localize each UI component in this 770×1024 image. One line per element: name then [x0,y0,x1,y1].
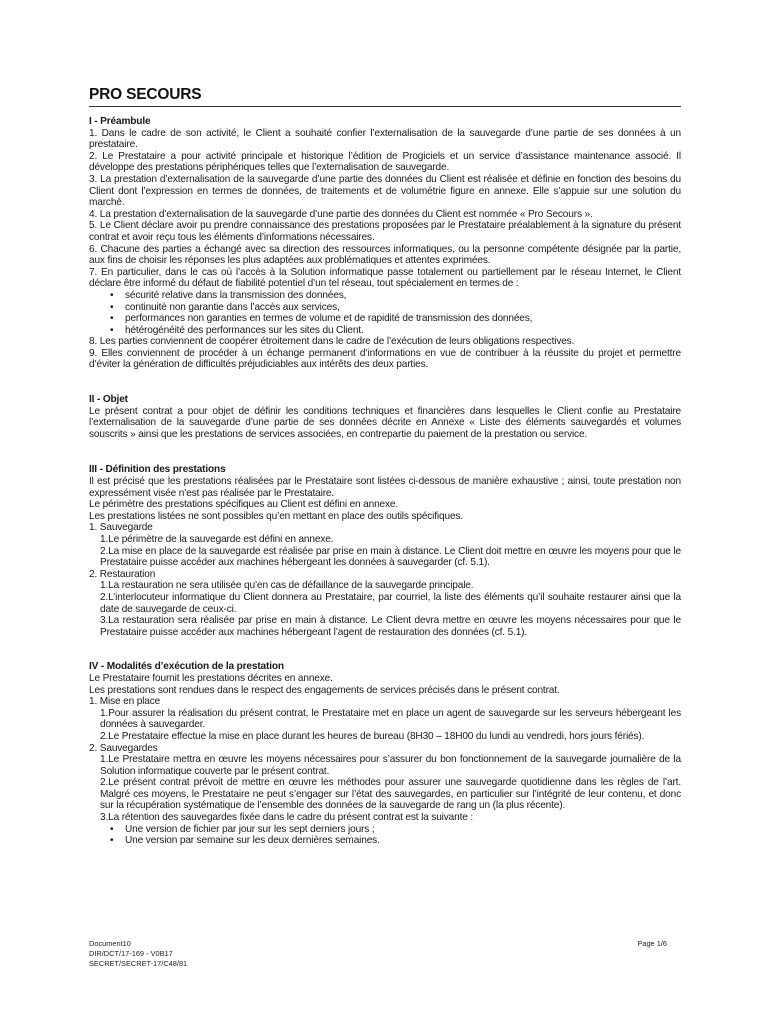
paragraph: Les prestations sont rendues dans le respect des engagements de services précisés dans le présent contrat. [89,684,560,696]
paragraph: 5. Le Client déclare avoir pu prendre connaissance des prestations proposées par le Prestataire préalablement à la signature du présent contrat et avoir reçu tous les éléments d’informations nécessaires. [89,220,681,243]
bullet-item: • sécurité relative dans la transmission des données, [89,290,681,302]
paragraph: 4. La prestation d’externalisation de la sauvegarde d’une partie des données du Client est nommée « Pro Secours ». [89,208,593,220]
sub-list-item: 3.La rétention des sauvegardes fixée dans le cadre du présent contrat est la suivante : [100,812,473,824]
paragraph: Le Prestataire fournit les prestations décrites en annexe. [89,672,333,684]
bullet-item: • performances non garanties en termes de volume et de rapidité de transmission des données, [89,313,681,325]
section-heading-preambule: I - Préambule [89,116,151,127]
sub-list-item: 1.Le Prestataire mettra en œuvre les moyens nécessaires pour s’assurer du bon fonctionnement de la sauvegarde journalière de la Solution informatique couverte par le présent contrat. [100,754,681,777]
bullet-item: • hétérogénéité des performances sur les sites du Client. [89,325,681,337]
section-heading-modalites: IV - Modalités d’exécution de la prestation [89,661,284,673]
sub-list-item: 1.Pour assurer la réalisation du présent contrat, le Prestataire met en place un agent de sauvegarde sur les serveurs hébergeant les données à sauvegarder. [100,707,681,731]
footer-page-number: Page 1/6 [637,939,667,948]
sub-list-item: 2.L’interlocuteur informatique du Client donnera au Prestataire, par courriel, la liste des éléments qu’il souhaite restaurer ainsi que la date de sauvegarde de ceux-ci. [100,591,681,615]
paragraph: 9. Elles conviennent de procéder à un échange permanent d’informations en vue de contribuer à la réussite du projet et permettre d’éviter la génération de difficultés préjudiciables aux intérêts des deux parties. [89,347,681,371]
paragraph: 2. Le Prestataire a pour activité principale et historique l’édition de Progiciels et un service d’assistance maintenance associé. Il développe des prestations périphériques telles que l’externalisation de sauvegarde. [89,150,681,174]
sub-list-item: 2.Le Prestataire effectue la mise en place durant les heures de bureau (8H30 – 18H00 du lundi au vendredi, hors jours fériés). [100,730,645,742]
list-item: 2. Sauvegardes [89,742,158,754]
bullet-item: • Une version de fichier par jour sur les sept derniers jours ; [89,824,681,836]
paragraph: Les prestations listées ne sont possibles qu’en mettant en place des outils spécifiques. [89,510,463,522]
sub-list-item: 2.Le présent contrat prévoit de mettre en œuvre les méthodes pour assurer une sauvegarde quotidienne dans les règles de l’art. Malgré ces moyens, le Prestataire ne peut s’engager sur l’état des sauvegardes, en particulier sur l’intégrité de leur contenu, et donc sur la récupération systématique de l’ensemble des données de la sauvegarde de rang un (la plus récente). [100,777,681,812]
footer-document-name: Document10 [89,939,131,948]
paragraph: 1. Dans le cadre de son activité, le Client a souhaité confier l’externalisation de la sauvegarde d’une partie de ses données à un prestataire. [89,127,681,151]
document-title: PRO SECOURS [89,86,681,107]
paragraph: 6. Chacune des parties a échangé avec sa direction des ressources informatiques, ou la personne compétente désignée par la partie, aux fins de choisir les réponses les plus adaptées aux problématiques et attentes exprimées. [89,243,681,267]
section-heading-objet: II - Objet [89,394,128,406]
list-item: 2. Restauration [89,568,156,580]
sub-list-item: 2.La mise en place de la sauvegarde est réalisée par prise en main à distance. Le Client doit mettre en œuvre les moyens pour que le Prestataire puisse accéder aux machines hébergeant les données à sauvegarder (cf. 5.1). [100,545,681,569]
paragraph: Le périmètre des prestations spécifiques au Client est défini en annexe. [89,499,399,511]
bullet-item: • Une version par semaine sur les deux dernières semaines. [89,835,681,847]
section-spacer [89,440,681,464]
sub-list-item: 1.Le périmètre de la sauvegarde est défini en annexe. [100,534,334,545]
bullet-item: • continuité non garantie dans l’accès aux services, [89,302,681,314]
paragraph: Il est précisé que les prestations réalisées par le Prestataire sont listées ci-dessous de manière exhaustive ; ainsi, toute prestation non expressément visée n’est pas réalisée par le Prestataire. [89,476,681,499]
footer-reference: SECRET/SECRET-17/C48/81 [89,959,188,968]
list-item: 1. Mise en place [89,696,161,708]
paragraph: 3. La prestation d’externalisation de la sauvegarde d’une partie des données du Client est réalisée et définie en fonction des besoins du Client dont l’expression en termes de données, de traitements et de volumétrie figure en annexe. Elle s’appuie sur une solution du marché. [89,173,681,209]
footer-references [89,939,187,969]
document-body [89,116,681,847]
sub-list-item: 1.La restauration ne sera utilisée qu’en cas de défaillance de la sauvegarde principale. [100,580,474,592]
sub-list-item: 3.La restauration sera réalisée par prise en main à distance. Le Client devra mettre en œuvre les moyens nécessaires pour que le Prestataire puisse accéder aux machines hébergeant l’agent de restauration des données (cf. 5.1). [100,615,681,638]
paragraph: Le présent contrat a pour objet de définir les conditions techniques et financières dans lesquelles le Client confie au Prestataire l’externalisation de la sauvegarde d’une partie de ses données décrite en Annexe « Liste des éléments sauvegardés et volumes souscrits » ainsi que les prestations de services associées, en contrepartie du paiement de la prestation ou service. [89,405,681,440]
paragraph: 8. Les parties conviennent de coopérer étroitement dans le cadre de l’exécution de leurs obligations respectives. [89,336,575,348]
section-spacer [89,638,681,661]
section-heading-definition: III - Définition des prestations [89,464,226,476]
list-item: 1. Sauvegarde [89,522,153,534]
section-spacer [89,371,681,394]
footer-reference: DIR/DCT/17-169 - V0B17 [89,949,173,958]
paragraph: 7. En particulier, dans le cas où l’accès à la Solution informatique passe totalement ou partiellement par le réseau Internet, le Client déclare être informé du défaut de fiabilité potentiel d’un tel réseau, tout spécialement en termes de : [89,266,681,290]
